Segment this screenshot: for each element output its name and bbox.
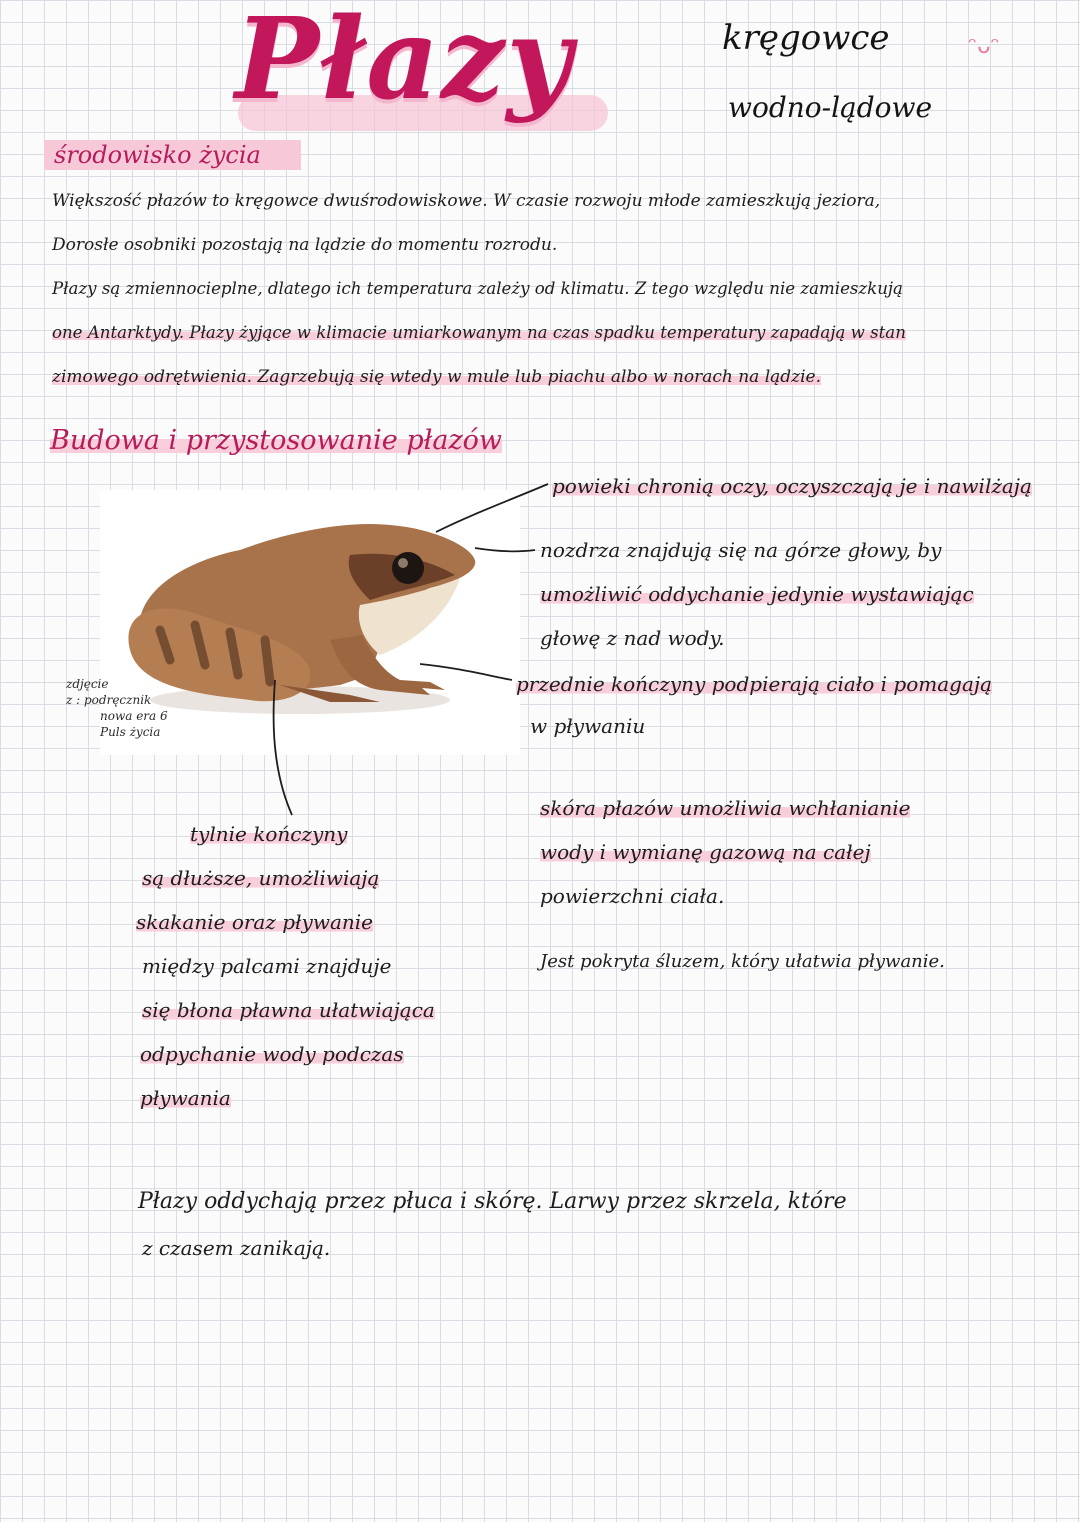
note-skin-line-1: skóra płazów umożliwia wchłanianie [540,796,911,820]
page-title: Płazy [235,0,574,125]
note-eyelids: powieki chronią oczy, oczyszczają je i nawilżają [552,474,1032,498]
subtitle-vertebrates: kręgowce [722,18,890,58]
breathing-line-2: z czasem zanikają. [142,1236,331,1260]
credit-line-1: zdjęcie [66,677,109,691]
note-nostrils-line-1: nozdrza znajdują się na górze głowy, by [540,538,942,562]
note-skin-line-2: wody i wymianę gazową na całej [540,840,871,864]
note-hind-limbs-line-6: odpychanie wody podczas [140,1042,404,1066]
environment-line-1: Większość płazów to kręgowce dwuśrodowiskowe. W czasie rozwoju młode zamieszkują jeziora, [52,191,881,211]
heading-environment: środowisko życia [44,140,301,170]
environment-line-4: one Antarktydy. Płazy żyjące w klimacie umiarkowanym na czas spadku temperatury zapadają w stan [52,323,906,342]
environment-line-2: Dorosłe osobniki pozostają na lądzie do momentu rozrodu. [52,235,558,255]
note-hind-limbs-line-2: są dłuższe, umożliwiają [142,866,380,890]
credit-line-2: z : podręcznik [66,693,152,707]
credit-line-4: Puls życia [100,725,161,739]
environment-line-3: Płazy są zmiennocieplne, dlatego ich temperatura zależy od klimatu. Z tego względu nie zamieszkują [52,279,903,298]
note-hind-limbs-line-3: skakanie oraz pływanie [136,910,373,934]
environment-line-5: zimowego odrętwienia. Zagrzebują się wtedy w mule lub piachu albo w norach na lądzie. [52,367,822,387]
breathing-line-1: Płazy oddychają przez płuca i skórę. Larwy przez skrzela, które [138,1189,847,1214]
note-skin-line-3: powierzchni ciała. [540,884,725,908]
note-nostrils-line-2: umożliwić oddychanie jedynie wystawiając [540,582,974,606]
note-front-limbs-line-1: przednie kończyny podpierają ciało i pomagają [516,672,993,696]
photo-credit [66,676,168,740]
note-hind-limbs-line-7: pływania [140,1086,231,1110]
note-hind-limbs-line-1: tylnie kończyny [190,822,348,846]
note-hind-limbs-line-5: się błona pławna ułatwiająca [142,998,435,1022]
heading-structure: Budowa i przystosowanie płazów [50,425,503,456]
note-hind-limbs-line-4: między palcami znajduje [142,954,392,978]
subtitle-amphibious: wodno-lądowe [728,91,933,124]
note-mucus: Jest pokryta śluzem, który ułatwia pływanie. [540,951,945,972]
note-front-limbs-line-2: w pływaniu [530,714,646,738]
note-nostrils-line-3: głowę z nad wody. [540,626,725,650]
smiley-icon: ᵔᴗᵔ [968,34,1000,59]
credit-line-3: nowa era 6 [100,709,168,723]
